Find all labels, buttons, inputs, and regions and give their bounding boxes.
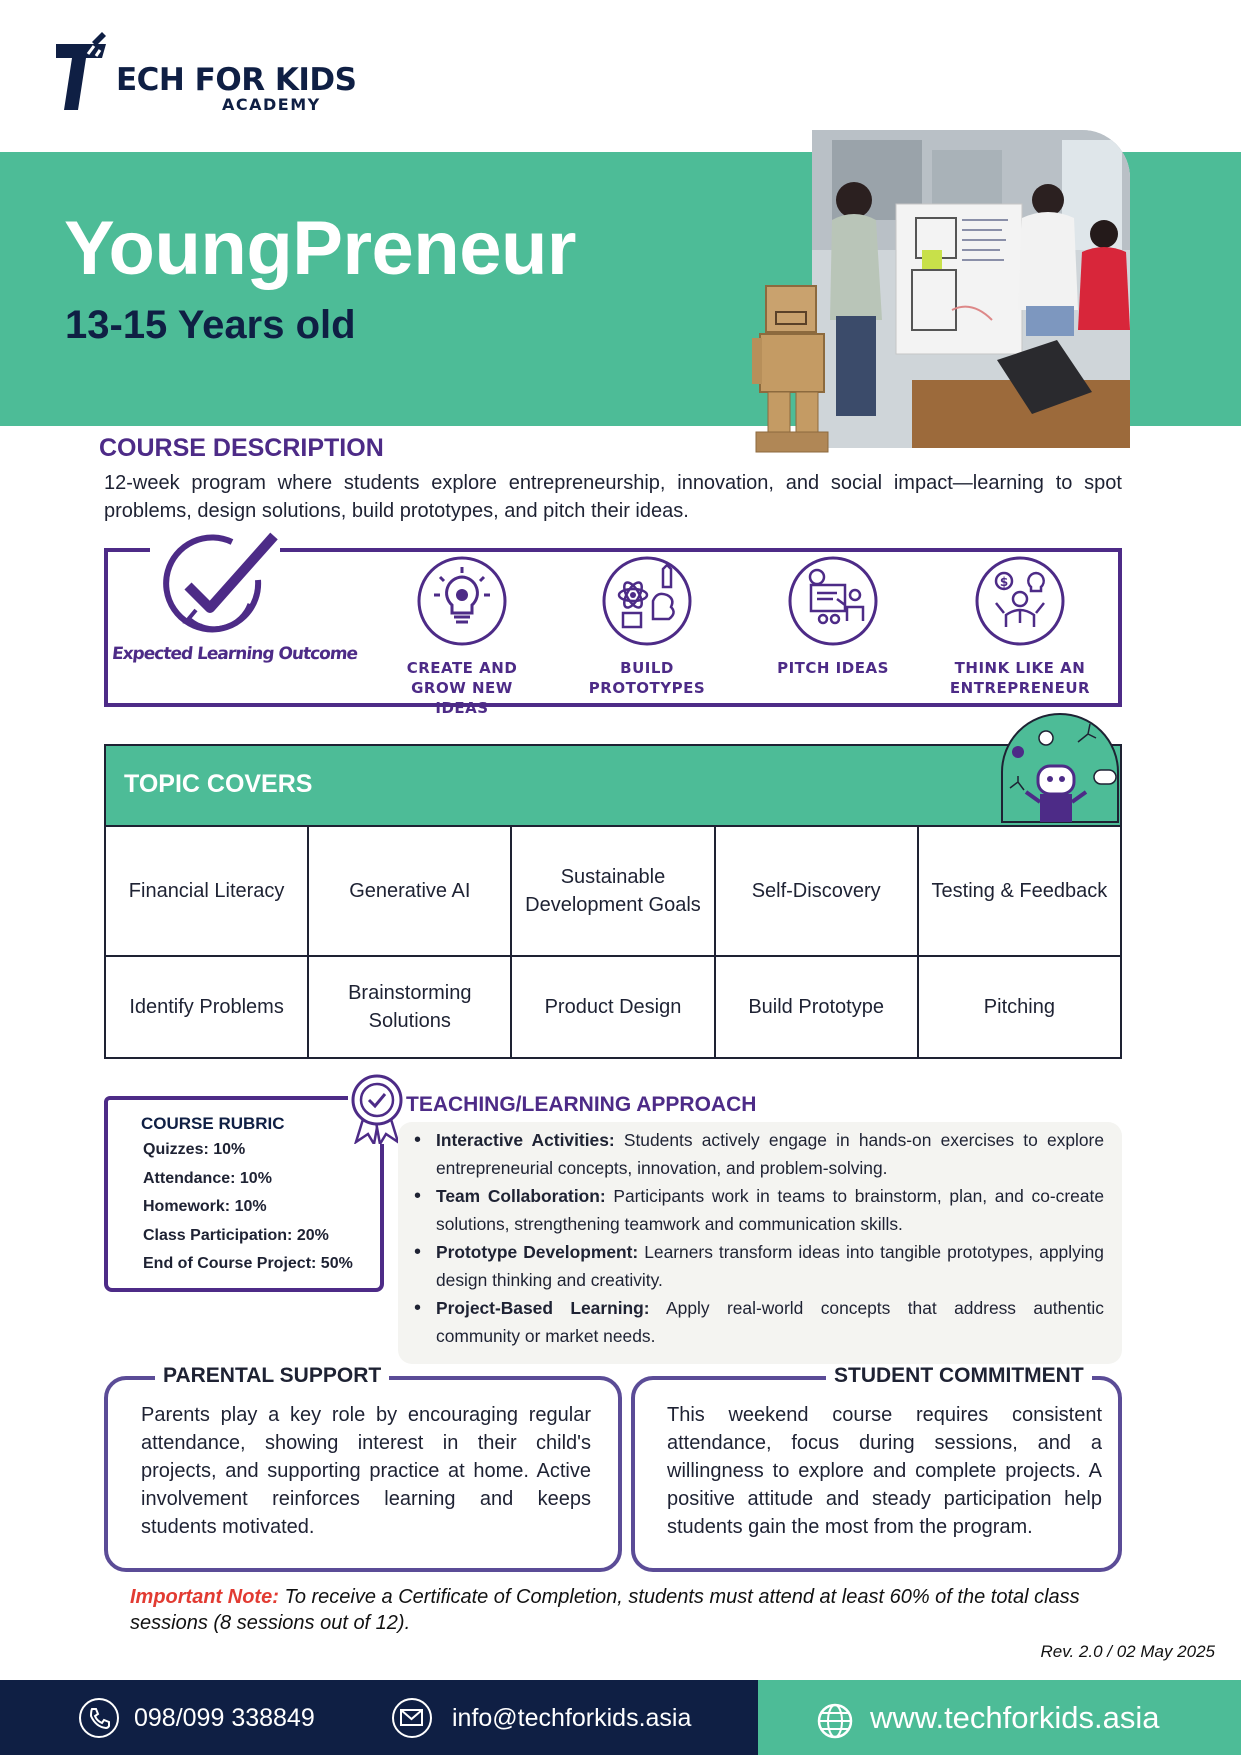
- topic-cell: Testing & Feedback: [918, 826, 1121, 956]
- logo-t-rocket-icon: [56, 32, 120, 116]
- logo-wordmark: ECH FOR KIDS: [116, 62, 357, 98]
- parental-support-heading: PARENTAL SUPPORT: [155, 1364, 389, 1388]
- approach-item-text: Learners transform ideas into tangible prototypes, applying design thinking and creativity.: [436, 1242, 1104, 1290]
- entrepreneur-icon: [974, 555, 1066, 647]
- globe-icon: [816, 1702, 854, 1740]
- topics-table: [104, 825, 1122, 1059]
- table-row: [105, 956, 1121, 1058]
- expected-outcome-badge: [150, 524, 280, 648]
- website-link[interactable]: www.techforkids.asia: [870, 1700, 1160, 1735]
- list-item: [414, 1294, 1104, 1350]
- atom-brain-icon: [601, 555, 693, 647]
- phone-icon: [79, 1698, 119, 1738]
- list-item: [414, 1238, 1104, 1294]
- topic-cell: Product Design: [511, 956, 714, 1058]
- topic-cell: Build Prototype: [715, 956, 918, 1058]
- robot-mascot-icon: [996, 712, 1124, 824]
- topic-cell: Pitching: [918, 956, 1121, 1058]
- rubric-item: Homework: 10%: [143, 1198, 267, 1216]
- list-item: [414, 1126, 1104, 1182]
- topic-cell: Self-Discovery: [715, 826, 918, 956]
- outcome-label: CREATE AND GROW NEW IDEAS: [406, 659, 518, 717]
- svg-text:$: $: [999, 575, 1009, 589]
- approach-item-text: Participants work in teams to brainstorm, plan, and co-create solutions, strengthening teamwork and communication skills.: [436, 1186, 1104, 1234]
- expected-outcome-label: Expected Learning Outcome: [110, 644, 359, 664]
- outcome-think-entrepreneur: [940, 555, 1100, 698]
- student-commitment-heading: STUDENT COMMITMENT: [826, 1364, 1092, 1388]
- parental-support-text: Parents play a key role by encouraging regular attendance, showing interest in their child's projects, and supporting practice at home. Active involvement reinforces learning and keeps students motivated.: [141, 1404, 591, 1538]
- outcome-pitch-ideas: [753, 555, 913, 678]
- course-description-heading: COURSE DESCRIPTION: [99, 434, 384, 462]
- age-range: 13-15 Years old: [65, 303, 356, 347]
- phone-number[interactable]: 098/099 338849: [134, 1704, 315, 1732]
- topics-heading: TOPIC COVERS: [124, 770, 313, 798]
- topic-cell: Identify Problems: [105, 956, 308, 1058]
- email-address[interactable]: info@techforkids.asia: [452, 1704, 692, 1732]
- topic-cell: Sustainable Development Goals: [511, 826, 714, 956]
- classroom-photo: [812, 130, 1130, 448]
- brand-logo: [56, 32, 357, 116]
- list-item: [414, 1182, 1104, 1238]
- approach-item-head: Project-Based Learning:: [436, 1298, 650, 1318]
- topic-cell: Financial Literacy: [105, 826, 308, 956]
- teaching-approach-list: [414, 1126, 1104, 1350]
- student-commitment-text: This weekend course requires consistent attendance, focus during sessions, and a willingness to explore and complete projects. A positive attitude and steady participation help students gain the most from the program.: [667, 1404, 1102, 1538]
- important-note: [130, 1584, 1120, 1636]
- important-note-text: To receive a Certificate of Completion, students must attend at least 60% of the total class sessions (8 sessions out of 12).: [130, 1586, 1080, 1634]
- approach-item-head: Interactive Activities:: [436, 1130, 615, 1150]
- approach-item-text: Students actively engage in hands-on exercises to explore entrepreneurial concepts, innovation, and problem-solving.: [436, 1130, 1104, 1178]
- outcome-create-ideas: [382, 555, 542, 718]
- topic-cell: Generative AI: [308, 826, 511, 956]
- course-title: YoungPreneur: [64, 206, 576, 291]
- table-row: [105, 826, 1121, 956]
- rubric-item: End of Course Project: 50%: [143, 1255, 353, 1273]
- revision-info: Rev. 2.0 / 02 May 2025: [1040, 1642, 1215, 1661]
- approach-item-text: Apply real-world concepts that address authentic community or market needs.: [436, 1298, 1104, 1346]
- approach-item-head: Prototype Development:: [436, 1242, 639, 1262]
- rubric-heading: COURSE RUBRIC: [141, 1114, 285, 1133]
- rubric-list: [143, 1136, 353, 1279]
- outcome-build-prototypes: [567, 555, 727, 698]
- important-note-label: Important Note:: [130, 1586, 279, 1608]
- rubric-item: Quizzes: 10%: [143, 1141, 246, 1158]
- checkmark-cycle-icon: [150, 524, 280, 648]
- rubric-item: Attendance: 10%: [143, 1169, 272, 1187]
- course-description-text: 12-week program where students explore entrepreneurship, innovation, and social impact—learning to spot problems, design solutions, build prototypes, and pitch their ideas.: [104, 472, 1122, 522]
- outcome-label: PITCH IDEAS: [777, 659, 889, 677]
- lightbulb-gear-icon: [416, 555, 508, 647]
- logo-subtitle: ACADEMY: [222, 95, 321, 114]
- cardboard-robot-illustration: [752, 282, 838, 454]
- presentation-icon: [787, 555, 879, 647]
- approach-item-head: Team Collaboration:: [436, 1186, 606, 1206]
- topic-cell: Brainstorming Solutions: [308, 956, 511, 1058]
- outcome-label: THINK LIKE AN ENTREPRENEUR: [949, 659, 1091, 697]
- teaching-approach-heading: TEACHING/LEARNING APPROACH: [406, 1093, 757, 1116]
- outcome-label: BUILD PROTOTYPES: [588, 659, 706, 697]
- rubric-item: Class Participation: 20%: [143, 1226, 329, 1244]
- email-icon: [392, 1698, 432, 1738]
